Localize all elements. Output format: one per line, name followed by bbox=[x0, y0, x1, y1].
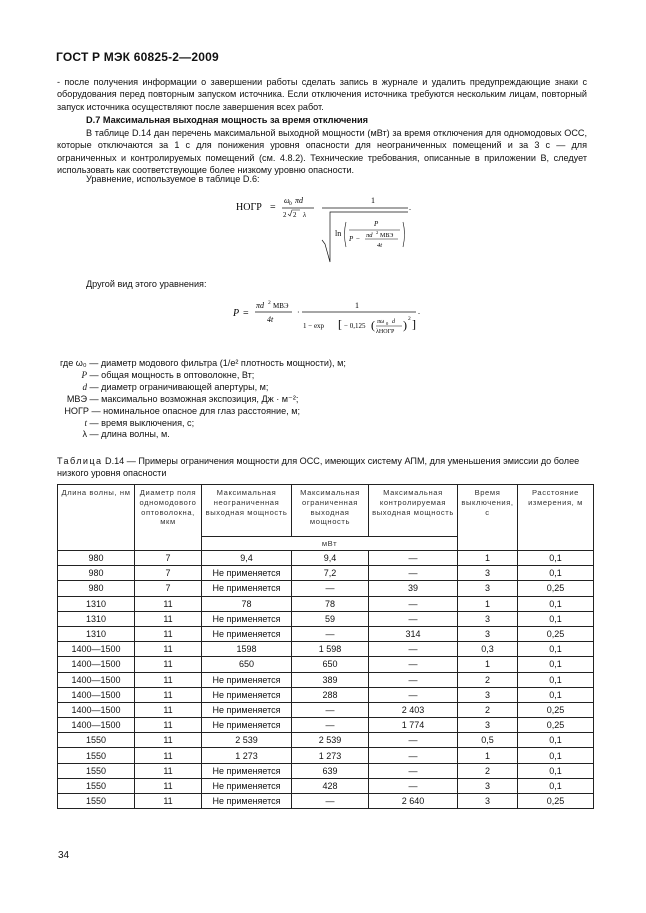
cell-wavelength: 1550 bbox=[58, 733, 135, 748]
cell-wavelength: 1400—1500 bbox=[58, 672, 135, 687]
cell-distance: 0,1 bbox=[518, 763, 594, 778]
eq2-lnogr: λНОГР bbox=[376, 329, 395, 335]
cell-wavelength: 1310 bbox=[58, 596, 135, 611]
def-text: — длина волны, м. bbox=[89, 429, 170, 440]
cell-diameter: 11 bbox=[135, 748, 202, 763]
section-title: D.7 Максимальная выходная мощность за время отключения bbox=[86, 115, 368, 125]
cell-diameter: 11 bbox=[135, 596, 202, 611]
eq1-one: 1 bbox=[371, 196, 375, 205]
def-text: — время выключения, с; bbox=[89, 417, 195, 428]
cell-time: 3 bbox=[458, 718, 518, 733]
cell-diameter: 11 bbox=[135, 718, 202, 733]
document-header: ГОСТ Р МЭК 60825-2—2009 bbox=[56, 50, 219, 64]
cell-time: 0,3 bbox=[458, 642, 518, 657]
table-row bbox=[58, 596, 594, 611]
cell-unrestricted: 1598 bbox=[202, 642, 292, 657]
cell-controlled: — bbox=[369, 687, 458, 702]
cell-restricted: 78 bbox=[292, 596, 369, 611]
cell-restricted: 7,2 bbox=[292, 566, 369, 581]
cell-distance: 0,1 bbox=[518, 672, 594, 687]
cell-distance: 0,1 bbox=[518, 778, 594, 793]
svg-text:.: . bbox=[418, 307, 420, 316]
cell-distance: 0,1 bbox=[518, 551, 594, 566]
table-row bbox=[58, 626, 594, 641]
cell-controlled: — bbox=[369, 551, 458, 566]
cell-restricted: — bbox=[292, 626, 369, 641]
eq1-omega: ω bbox=[284, 196, 290, 205]
equation1-intro: Уравнение, используемое в таблице D.6: bbox=[86, 174, 260, 184]
cell-wavelength: 1550 bbox=[58, 778, 135, 793]
table-row bbox=[58, 672, 594, 687]
table-row bbox=[58, 763, 594, 778]
cell-unrestricted: Не применяется bbox=[202, 763, 292, 778]
cell-restricted: 428 bbox=[292, 778, 369, 793]
cell-time: 2 bbox=[458, 672, 518, 687]
eq1-P2: P bbox=[349, 235, 354, 243]
cell-unrestricted: Не применяется bbox=[202, 566, 292, 581]
def-sym: λ bbox=[82, 429, 87, 440]
def-sym: НОГР bbox=[64, 405, 89, 416]
table-row bbox=[58, 551, 594, 566]
table-row bbox=[58, 748, 594, 763]
def-sym: P bbox=[81, 369, 87, 380]
cell-restricted: 650 bbox=[292, 657, 369, 672]
cell-controlled: 314 bbox=[369, 626, 458, 641]
eq1-den-2b: 2 bbox=[293, 211, 297, 219]
cell-controlled: 2 403 bbox=[369, 702, 458, 717]
cell-time: 3 bbox=[458, 581, 518, 596]
cell-diameter: 11 bbox=[135, 657, 202, 672]
header-unit: мВт bbox=[202, 537, 458, 551]
cell-diameter: 11 bbox=[135, 642, 202, 657]
cell-unrestricted: Не применяется bbox=[202, 702, 292, 717]
cell-time: 3 bbox=[458, 626, 518, 641]
cell-time: 2 bbox=[458, 702, 518, 717]
table-row bbox=[58, 778, 594, 793]
table-caption-label: Таблица bbox=[57, 456, 103, 466]
svg-text:.: . bbox=[409, 203, 411, 212]
svg-text:·: · bbox=[297, 308, 300, 317]
header-unrestricted-power: Максимальная неограниченная выходная мощность bbox=[202, 485, 292, 537]
cell-distance: 0,1 bbox=[518, 657, 594, 672]
eq1-den-2: 2 bbox=[283, 211, 287, 219]
cell-controlled: 1 774 bbox=[369, 718, 458, 733]
cell-time: 3 bbox=[458, 794, 518, 809]
cell-unrestricted: Не применяется bbox=[202, 672, 292, 687]
table-row bbox=[58, 687, 594, 702]
eq1-eq: = bbox=[270, 202, 276, 213]
cell-wavelength: 1310 bbox=[58, 611, 135, 626]
header-mode-field-diameter: Диаметр поля одномодового оптоволокна, мкм bbox=[135, 485, 202, 551]
definition-item bbox=[60, 394, 346, 406]
cell-controlled: — bbox=[369, 748, 458, 763]
cell-diameter: 11 bbox=[135, 763, 202, 778]
cell-unrestricted: Не применяется bbox=[202, 626, 292, 641]
eq2-4t: 4t bbox=[267, 315, 274, 324]
cell-controlled: — bbox=[369, 763, 458, 778]
cell-controlled: — bbox=[369, 596, 458, 611]
cell-distance: 0,1 bbox=[518, 733, 594, 748]
eq2-d: d bbox=[392, 319, 395, 325]
header-restricted-power: Максимальная ограниченная выходная мощность bbox=[292, 485, 369, 537]
cell-time: 3 bbox=[458, 566, 518, 581]
cell-restricted: — bbox=[292, 702, 369, 717]
cell-restricted: 59 bbox=[292, 611, 369, 626]
cell-wavelength: 1550 bbox=[58, 763, 135, 778]
cell-distance: 0,1 bbox=[518, 642, 594, 657]
table-row bbox=[58, 657, 594, 672]
cell-controlled: — bbox=[369, 672, 458, 687]
header-measurement-distance: Расстояние измерения, м bbox=[518, 485, 594, 551]
def-text: — диаметр ограничивающей апертуры, м; bbox=[89, 381, 269, 392]
cell-unrestricted: 650 bbox=[202, 657, 292, 672]
equation2-intro: Другой вид этого уравнения: bbox=[86, 279, 207, 289]
cell-unrestricted: Не применяется bbox=[202, 778, 292, 793]
eq1-pid2: πd bbox=[366, 232, 373, 239]
eq2-coef: − 0,125 bbox=[344, 322, 366, 330]
cell-wavelength: 1400—1500 bbox=[58, 718, 135, 733]
eq1-sq: 2 bbox=[376, 230, 379, 235]
cell-time: 1 bbox=[458, 551, 518, 566]
cell-wavelength: 980 bbox=[58, 581, 135, 596]
cell-distance: 0,1 bbox=[518, 596, 594, 611]
cell-distance: 0,25 bbox=[518, 626, 594, 641]
cell-restricted: — bbox=[292, 581, 369, 596]
def-sym: где ω₀ bbox=[60, 358, 87, 368]
cell-time: 3 bbox=[458, 778, 518, 793]
svg-text:]: ] bbox=[412, 317, 416, 331]
cell-wavelength: 1550 bbox=[58, 794, 135, 809]
definition-item bbox=[60, 382, 346, 394]
def-text: — максимально возможная экспозиция, Дж · м⁻²; bbox=[89, 393, 299, 404]
cell-restricted: 288 bbox=[292, 687, 369, 702]
def-text: — диаметр модового фильтра (1/e² плотность мощности), м; bbox=[89, 358, 346, 368]
cell-distance: 0,25 bbox=[518, 581, 594, 596]
cell-unrestricted: Не применяется bbox=[202, 581, 292, 596]
cell-controlled: — bbox=[369, 566, 458, 581]
cell-unrestricted: 1 273 bbox=[202, 748, 292, 763]
cell-unrestricted: Не применяется bbox=[202, 611, 292, 626]
cell-time: 1 bbox=[458, 596, 518, 611]
cell-diameter: 11 bbox=[135, 733, 202, 748]
table-caption-text: D.14 — Примеры ограничения мощности для ОСС, имеющих систему АПМ, для уменьшения эмиссии до более низкого уровня опасности bbox=[57, 456, 580, 478]
cell-distance: 0,1 bbox=[518, 566, 594, 581]
eq1-den-lambda: λ bbox=[303, 211, 307, 219]
paragraph-table-description: В таблице D.14 дан перечень максимальной выходной мощности (мВт) за время отключения для одномодовых ОСС, которые отключаются за 1 с для понижения уровня опасности для неограниченных помещений и за 3 с — для ограниченных и контролируемых помещений (см. 4.8.2). Технические требования, описанные в приложении В, следует использовать как соответствующие более низкому уровню опасности. bbox=[57, 128, 587, 175]
cell-restricted: — bbox=[292, 794, 369, 809]
table-row bbox=[58, 611, 594, 626]
header-controlled-power: Максимальная контролируемая выходная мощность bbox=[369, 485, 458, 537]
cell-controlled: — bbox=[369, 778, 458, 793]
eq2-pid: πd bbox=[256, 301, 265, 310]
table-body bbox=[58, 551, 594, 809]
cell-unrestricted: 78 bbox=[202, 596, 292, 611]
cell-controlled: 2 640 bbox=[369, 794, 458, 809]
cell-unrestricted: 2 539 bbox=[202, 733, 292, 748]
cell-restricted: — bbox=[292, 718, 369, 733]
table-caption bbox=[57, 455, 593, 479]
cell-controlled: — bbox=[369, 642, 458, 657]
eq1-4t: 4t bbox=[377, 242, 383, 249]
cell-wavelength: 980 bbox=[58, 566, 135, 581]
cell-controlled: — bbox=[369, 733, 458, 748]
eq2-sq: 2 bbox=[268, 300, 271, 306]
cell-time: 3 bbox=[458, 687, 518, 702]
cell-wavelength: 1310 bbox=[58, 626, 135, 641]
cell-diameter: 7 bbox=[135, 566, 202, 581]
eq1-pid: πd bbox=[295, 196, 304, 205]
svg-text:[: [ bbox=[338, 317, 342, 331]
table-row bbox=[58, 581, 594, 596]
power-limits-table bbox=[57, 484, 594, 809]
cell-unrestricted: Не применяется bbox=[202, 718, 292, 733]
cell-wavelength: 1400—1500 bbox=[58, 702, 135, 717]
eq2-mve: МВЭ bbox=[273, 302, 289, 310]
eq2-eq: = bbox=[243, 308, 249, 319]
def-sym: МВЭ bbox=[66, 393, 87, 404]
eq1-P: P bbox=[374, 220, 379, 228]
cell-diameter: 11 bbox=[135, 672, 202, 687]
cell-time: 1 bbox=[458, 748, 518, 763]
cell-wavelength: 980 bbox=[58, 551, 135, 566]
cell-restricted: 389 bbox=[292, 672, 369, 687]
eq1-mve: МВЭ bbox=[380, 233, 394, 239]
page-number: 34 bbox=[58, 850, 70, 861]
cell-distance: 0,1 bbox=[518, 748, 594, 763]
eq2-exp: 1 − exp bbox=[303, 322, 325, 330]
cell-wavelength: 1400—1500 bbox=[58, 687, 135, 702]
equation2-formula bbox=[230, 296, 430, 338]
cell-time: 1 bbox=[458, 657, 518, 672]
cell-unrestricted: 9,4 bbox=[202, 551, 292, 566]
definition-item bbox=[60, 370, 346, 382]
def-text: — номинальное опасное для глаз расстояние, м; bbox=[91, 405, 300, 416]
cell-distance: 0,1 bbox=[518, 687, 594, 702]
eq2-piomega: πω bbox=[377, 319, 385, 325]
eq1-ln: ln bbox=[335, 229, 342, 238]
cell-controlled: — bbox=[369, 611, 458, 626]
cell-controlled: 39 bbox=[369, 581, 458, 596]
cell-restricted: 639 bbox=[292, 763, 369, 778]
header-wavelength: Длина волны, нм bbox=[58, 485, 135, 551]
cell-diameter: 11 bbox=[135, 626, 202, 641]
cell-diameter: 11 bbox=[135, 611, 202, 626]
def-sym: d bbox=[82, 381, 87, 392]
cell-diameter: 11 bbox=[135, 778, 202, 793]
eq1-zero: 0 bbox=[289, 201, 292, 207]
cell-distance: 0,25 bbox=[518, 794, 594, 809]
cell-controlled: — bbox=[369, 657, 458, 672]
cell-restricted: 1 598 bbox=[292, 642, 369, 657]
cell-distance: 0,25 bbox=[518, 718, 594, 733]
cell-diameter: 7 bbox=[135, 551, 202, 566]
cell-diameter: 7 bbox=[135, 581, 202, 596]
svg-text:): ) bbox=[403, 318, 407, 332]
cell-wavelength: 1400—1500 bbox=[58, 657, 135, 672]
cell-restricted: 2 539 bbox=[292, 733, 369, 748]
eq2-sq2: 2 bbox=[408, 316, 411, 322]
table-row bbox=[58, 566, 594, 581]
table-row bbox=[58, 718, 594, 733]
eq1-minus: − bbox=[356, 235, 360, 243]
paragraph-shutdown-procedure: - после получения информации о завершении работы сделать запись в журнале и удалить предупреждающие знаки с оборудования перед повторным запуском источника. Если отключения источника требуются нескольким лицам, повторный запуск источника осуществляют после завершения всех работ. bbox=[57, 77, 587, 112]
definition-item bbox=[60, 358, 346, 370]
definition-item bbox=[60, 429, 346, 441]
eq1-lhs: НОГР bbox=[236, 202, 262, 213]
table-row bbox=[58, 794, 594, 809]
table-row bbox=[58, 702, 594, 717]
def-text: — общая мощность в оптоволокне, Вт; bbox=[89, 369, 255, 380]
eq2-P: P bbox=[233, 308, 240, 319]
cell-diameter: 11 bbox=[135, 687, 202, 702]
cell-diameter: 11 bbox=[135, 702, 202, 717]
cell-unrestricted: Не применяется bbox=[202, 794, 292, 809]
cell-time: 2 bbox=[458, 763, 518, 778]
eq2-zero: 0 bbox=[386, 321, 389, 326]
cell-time: 3 bbox=[458, 611, 518, 626]
def-sym: t bbox=[84, 417, 87, 428]
table-row bbox=[58, 733, 594, 748]
header-shutdown-time: Время выключения, с bbox=[458, 485, 518, 551]
cell-wavelength: 1550 bbox=[58, 748, 135, 763]
svg-text:(: ( bbox=[371, 318, 375, 332]
cell-distance: 0,1 bbox=[518, 611, 594, 626]
definition-item bbox=[60, 418, 346, 430]
symbol-definitions bbox=[60, 358, 346, 441]
cell-distance: 0,25 bbox=[518, 702, 594, 717]
equation1-formula bbox=[230, 192, 420, 264]
eq2-one: 1 bbox=[355, 301, 359, 310]
cell-diameter: 11 bbox=[135, 794, 202, 809]
cell-wavelength: 1400—1500 bbox=[58, 642, 135, 657]
cell-time: 0,5 bbox=[458, 733, 518, 748]
cell-unrestricted: Не применяется bbox=[202, 687, 292, 702]
definition-item bbox=[60, 406, 346, 418]
table-row bbox=[58, 642, 594, 657]
cell-restricted: 9,4 bbox=[292, 551, 369, 566]
cell-restricted: 1 273 bbox=[292, 748, 369, 763]
